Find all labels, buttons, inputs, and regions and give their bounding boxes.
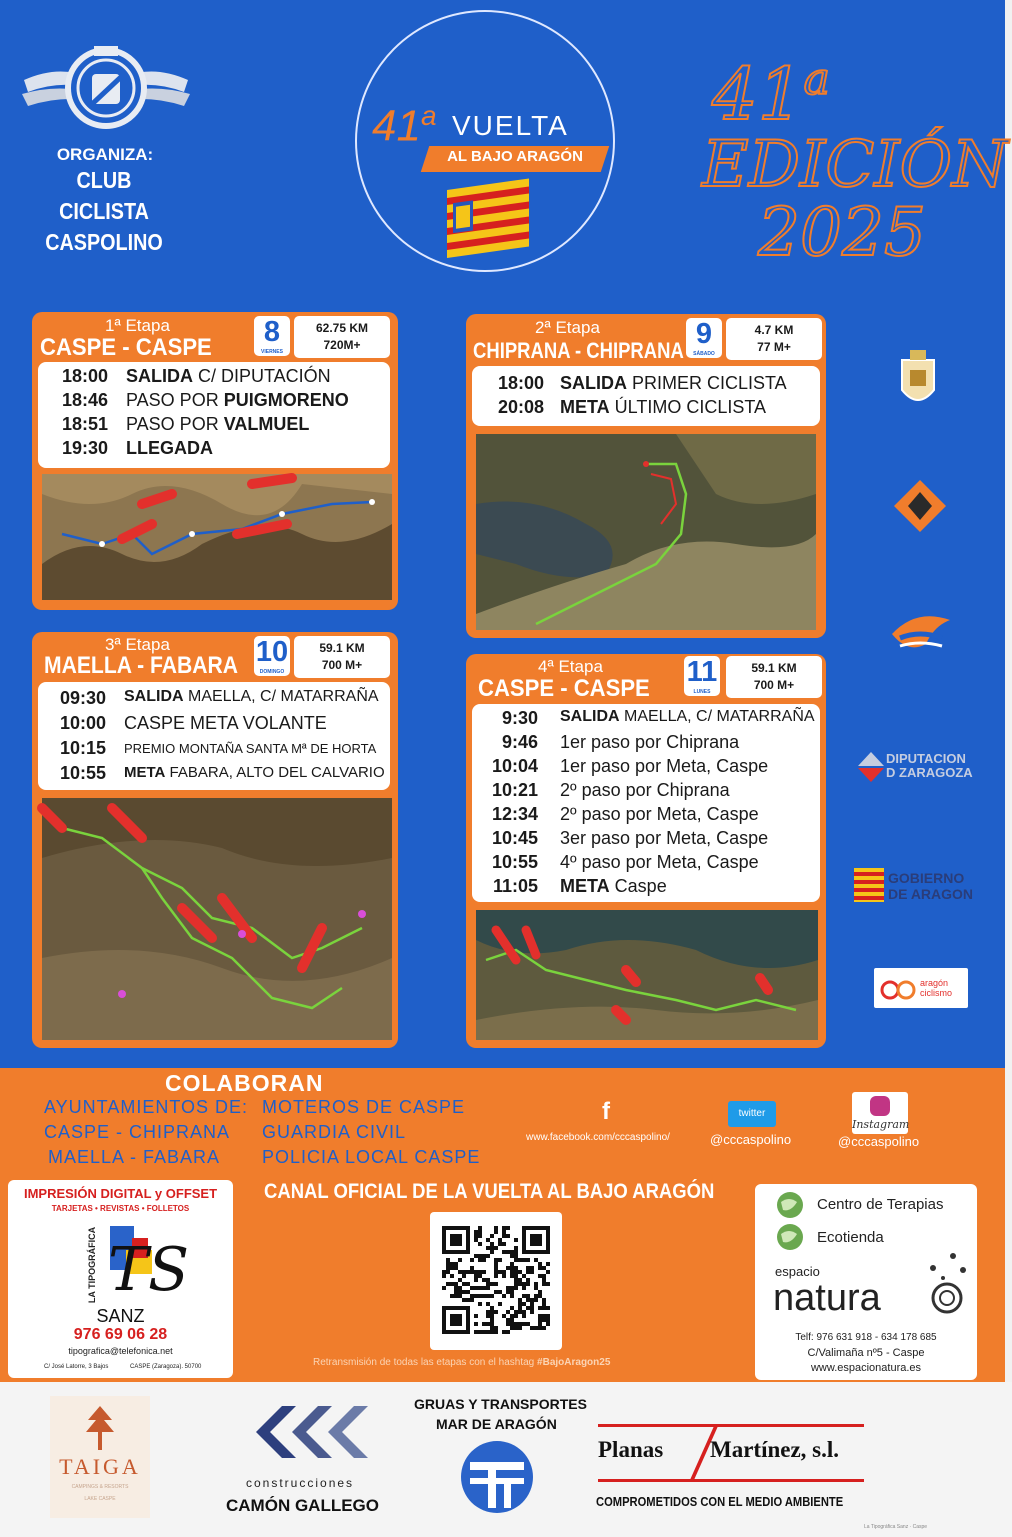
tipografica-sanz-ad xyxy=(8,1180,233,1378)
taiga-sub2: LAKE CASPE xyxy=(84,1496,116,1502)
facebook-icon: f xyxy=(602,1098,610,1125)
stage-day-badge: 8 VIERNES xyxy=(254,316,290,356)
colaborador-item: POLICIA LOCAL CASPE xyxy=(262,1147,481,1167)
stage-route: CASPE - CASPE xyxy=(478,675,650,702)
stage-2-route-map xyxy=(476,434,816,630)
globe-leaf-icon xyxy=(775,1190,805,1220)
canal-title: CANAL OFICIAL DE LA VUELTA AL BAJO ARAGÓN xyxy=(264,1180,715,1203)
taiga-logo xyxy=(50,1396,150,1518)
stage-day-badge: 11 LUNES xyxy=(684,656,720,696)
instagram-link[interactable]: @cccaspolino xyxy=(838,1134,920,1149)
gobierno-aragon-text: GOBIERNO DE ARAGON xyxy=(888,870,974,902)
globe-leaf-icon xyxy=(775,1222,805,1252)
stage-label: 1ª Etapa xyxy=(105,316,170,335)
print-brand-vertical: LA TIPOGRÁFICA xyxy=(87,1226,97,1304)
stage-label: 3ª Etapa xyxy=(105,635,170,654)
colaborador-item: MOTEROS DE CASPE xyxy=(262,1097,466,1117)
stage-schedule: 18:00 SALIDA C/ DIPUTACIÓN 18:46 PASO POR PUIGMORENO 18:51 PASO POR VALMUEL 19:30 LLEGADA xyxy=(38,362,390,468)
stage-schedule: 9:30 SALIDA MAELLA, C/ MATARRAÑA 9:46 1er paso por Chiprana 10:04 1er paso por Meta, Caspe 10:21 2º paso por Chiprana 12:34 2º paso por Meta, Caspe 10:45 3er paso por Meta, Caspe 10:55 4º paso por Meta, Caspe 11:05 META Caspe xyxy=(472,704,820,902)
colaborador-item: GUARDIA CIVIL xyxy=(262,1122,407,1142)
club-crest-logo xyxy=(20,36,192,136)
planas-martinez-logo xyxy=(598,1424,864,1482)
espacio-natura-ad xyxy=(755,1184,977,1380)
stage-schedule: 18:00 SALIDA PRIMER CICLISTA 20:08 META ÚLTIMO CICLISTA xyxy=(472,366,820,426)
orange-diamond-logo-icon xyxy=(892,478,948,534)
camon-gallego-logo-icon xyxy=(252,1402,378,1464)
municipal-crest-icon xyxy=(896,350,940,412)
gruas-globe-logo-icon xyxy=(458,1438,536,1516)
natura-web[interactable]: www.espacionatura.es xyxy=(810,1362,922,1374)
camon-small: construcciones xyxy=(246,1476,355,1490)
stage-1-route-map xyxy=(42,474,392,600)
organizer-label: ORGANIZA: xyxy=(56,145,154,164)
aragon-ciclismo-icon xyxy=(880,976,916,1000)
facebook-link[interactable]: www.facebook.com/cccaspolino/ xyxy=(526,1132,670,1143)
qr-code-box[interactable] xyxy=(430,1212,562,1350)
planas-left: Planas xyxy=(598,1437,664,1462)
stage-stats: 4.7 KM 77 M+ xyxy=(726,318,822,360)
stage-stats: 59.1 KM 700 M+ xyxy=(294,636,390,678)
stage-3-route-map xyxy=(42,798,392,1040)
colaborador-item: CASPE - CHIPRANA xyxy=(44,1122,231,1142)
stage-route: MAELLA - FABARA xyxy=(44,652,238,679)
planas-tagline: COMPROMETIDOS CON EL MEDIO AMBIENTE xyxy=(596,1494,844,1509)
stage-day-badge: 9 SÁBADO xyxy=(686,318,722,358)
stage-route: CASPE - CASPE xyxy=(40,334,212,361)
natura-line-1: Centro de Terapias xyxy=(817,1196,944,1213)
edition-year: 2025 xyxy=(758,194,926,271)
print-city: CASPE (Zaragoza). 50700 xyxy=(130,1364,202,1370)
aragon-flag-icon xyxy=(447,182,529,258)
gruas-line-1: GRUAS Y TRANSPORTES xyxy=(414,1396,587,1412)
organizer-name-line: CASPOLINO xyxy=(45,229,163,255)
camon-big: CAMÓN GALLEGO xyxy=(226,1496,379,1515)
stage-stats: 62.75 KM 720M+ xyxy=(294,316,390,358)
tipografica-ts-logo-icon xyxy=(104,1220,190,1306)
race-number: 41$^a$ xyxy=(372,100,437,151)
edition-word: EDICIÓN xyxy=(702,128,1009,202)
stage-label: 2ª Etapa xyxy=(535,318,600,337)
stage-route: CHIPRANA - CHIPRANA xyxy=(473,338,684,363)
colaboran-title: COLABORAN xyxy=(165,1070,324,1096)
tree-icon xyxy=(86,1406,114,1450)
natura-address: C/Valimaña nº5 - Caspe xyxy=(807,1347,925,1359)
qr-code-icon xyxy=(442,1226,550,1334)
natura-small: espacio xyxy=(775,1264,820,1279)
stage-schedule: 09:30 SALIDA MAELLA, C/ MATARRAÑA 10:00 CASPE META VOLANTE 10:15 PREMIO MONTAÑA SANTA Mª DE HORTA 10:55 META FABARA, ALTO DEL CALVARIO xyxy=(38,682,390,790)
race-vuelta-word: VUELTA xyxy=(452,110,569,141)
print-phone: 976 69 06 28 xyxy=(73,1326,168,1343)
print-items: TARJETAS • REVISTAS • FOLLETOS xyxy=(51,1204,190,1213)
stage-stats: 59.1 KM 700 M+ xyxy=(726,656,822,698)
twitter-icon: twitter xyxy=(728,1101,776,1127)
gruas-line-2: MAR DE ARAGÓN xyxy=(436,1416,557,1432)
print-brand: SANZ xyxy=(96,1306,145,1326)
aragon-ciclismo-logo xyxy=(874,968,968,1008)
diputacion-zaragoza-logo-icon xyxy=(856,750,886,784)
print-credit: La Tipográfica Sanz · Caspe xyxy=(864,1524,928,1530)
print-email: tipografica@telefonica.net xyxy=(68,1346,173,1356)
svg-text:TS: TS xyxy=(108,1235,190,1305)
aragon-ciclismo-text: aragón ciclismo xyxy=(920,978,953,998)
taiga-name: TAIGA xyxy=(59,1454,141,1479)
colaborador-item: MAELLA - FABARA xyxy=(48,1147,221,1167)
natura-line-2: Ecotienda xyxy=(817,1229,884,1246)
spiral-flower-icon xyxy=(923,1248,971,1318)
stage-day-badge: 10 DOMINGO xyxy=(255,636,289,675)
natura-big: natura xyxy=(773,1277,881,1319)
hashtag-line: Retransmisión de todas las etapas con el hashtag #BajoAragon25 xyxy=(313,1357,611,1368)
organizer-name-line: CICLISTA xyxy=(59,198,149,224)
print-title: IMPRESIÓN DIGITAL y OFFSET xyxy=(23,1186,218,1201)
print-address: C/ José Latorre, 3 Bajos xyxy=(44,1364,109,1370)
race-subtitle: AL BAJO ARAGÓN xyxy=(447,148,583,165)
stage-label: 4ª Etapa xyxy=(538,657,603,676)
planas-right: Martínez, s.l. xyxy=(710,1437,840,1462)
colaborador-item: AYUNTAMIENTOS DE: xyxy=(44,1097,249,1117)
instagram-icon: Instagram xyxy=(852,1092,908,1134)
organizer-name xyxy=(30,165,178,258)
edition-number: 41$^a$ xyxy=(712,52,830,136)
chiprana-logo-icon xyxy=(886,604,956,662)
aragon-stripes-logo-icon xyxy=(854,868,884,902)
natura-phone: Telf: 976 631 918 - 634 178 685 xyxy=(795,1332,937,1343)
organizer-name-line: CLUB xyxy=(76,167,132,193)
twitter-link[interactable]: @cccaspolino xyxy=(710,1132,792,1147)
stage-4-route-map xyxy=(476,910,818,1040)
diputacion-zaragoza-text: DIPUTACION D ZARAGOZA xyxy=(886,751,973,780)
taiga-sub: CAMPINGS & RESORTS xyxy=(71,1484,129,1490)
